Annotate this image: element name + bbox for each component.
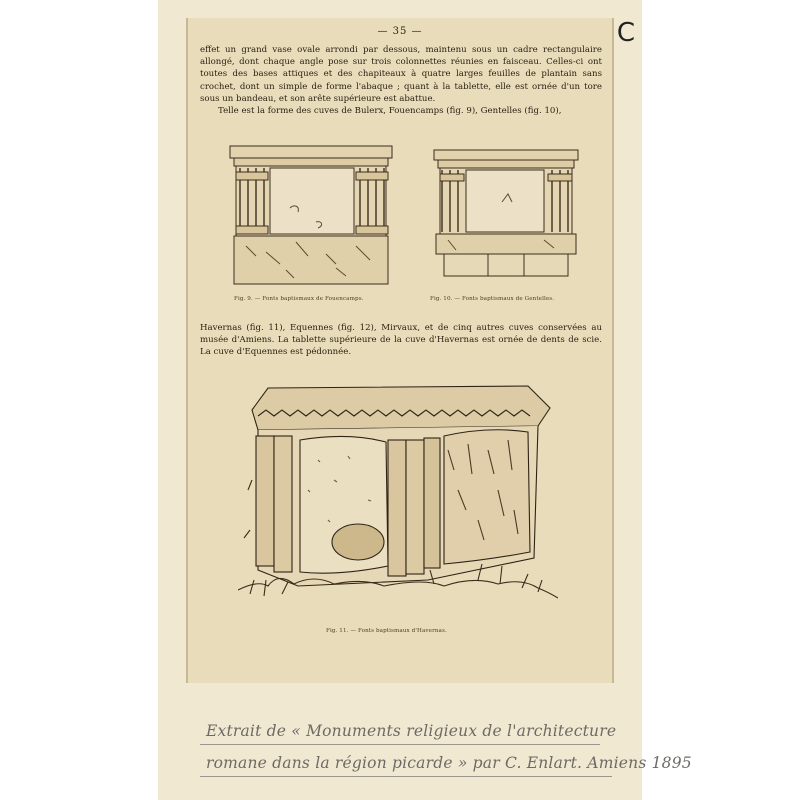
note-underline-1 <box>200 744 600 745</box>
fig11-font-illustration <box>238 380 558 610</box>
note-underline-2 <box>200 776 612 777</box>
fig9-font-illustration <box>226 142 396 290</box>
sheet-corner-label: C <box>616 18 636 48</box>
fig10-font-illustration <box>432 146 580 286</box>
page-number: — 35 — <box>377 26 423 37</box>
handwritten-note-line-1: Extrait de « Monuments religieux de l'architecture <box>206 722 617 740</box>
fig11-caption: Fig. 11. — Fonts baptismaux d'Havernas. <box>326 628 447 634</box>
paragraph-intro-cont: Telle est la forme des cuves de Bulerx, Fouencamps (fig. 9), Gentelles (fig. 10), <box>218 106 562 117</box>
handwritten-note-line-2: romane dans la région picarde » par C. Enlart. Amiens 1895 <box>206 754 692 772</box>
paragraph-intro-text: effet un grand vase ovale arrondi par dessous, maintenu sous un cadre rectangulaire allongé, dont chaque angle pose sur trois colonnettes réunies en faisceau. Celles-ci ont toutes des bases attiques et des chapiteaux à quatre larges feuilles de plantain sans crochet, dont un simple de forme l'abaque ; quant à la tablette, elle est ornée d'un tore sous un bandeau, et son arête supérieure est abattue. <box>200 45 602 104</box>
paragraph-intro <box>200 44 602 117</box>
fig9-caption: Fig. 9. — Fonts baptismaux de Fouencamps. <box>234 296 364 302</box>
fig10-caption: Fig. 10. — Fonts baptismaux de Gentelles. <box>430 296 555 302</box>
paragraph-havernas: Havernas (fig. 11), Equennes (fig. 12), Mirvaux, et de cinq autres cuves conservées au musée d'Amiens. La tablette supérieure de la cuve d'Havernas est ornée de dents de scie. La cuve d'Equennes est pédonnée. <box>200 323 602 358</box>
